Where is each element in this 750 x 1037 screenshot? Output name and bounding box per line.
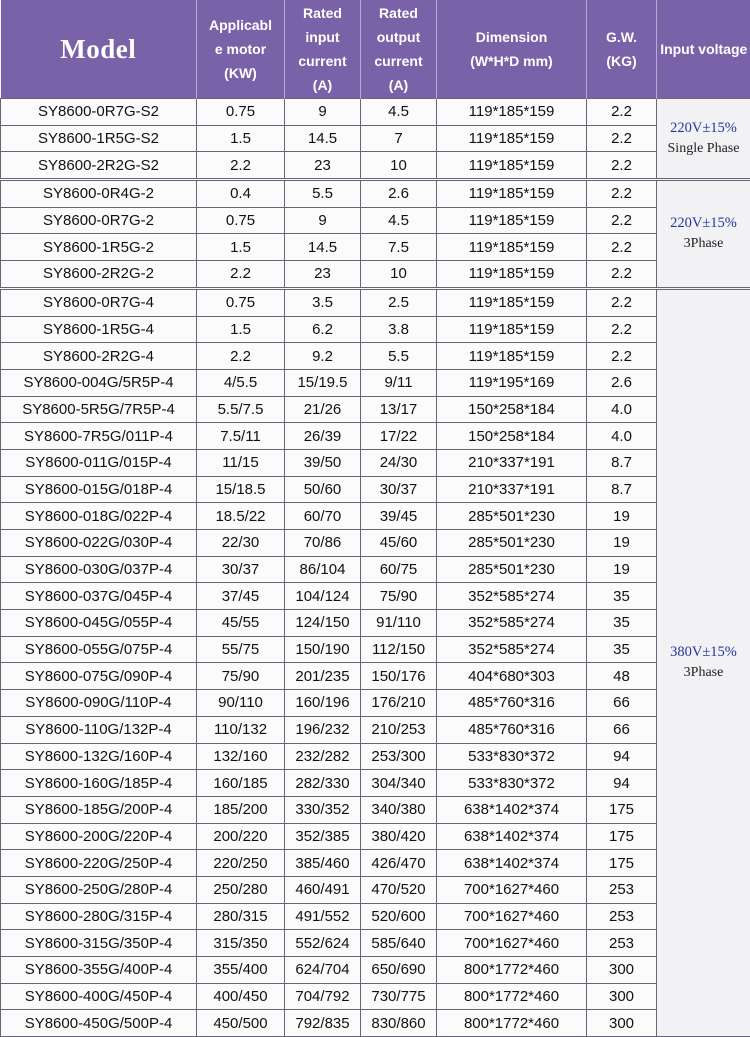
motor-power-cell: 0.75	[197, 99, 285, 126]
motor-power-cell: 0.4	[197, 180, 285, 208]
input-current-cell: 232/282	[285, 743, 361, 770]
output-current-cell: 380/420	[361, 823, 437, 850]
header-input-voltage: Input voltage	[657, 0, 750, 99]
header-dimension-line: Dimension	[437, 25, 586, 49]
input-current-cell: 14.5	[285, 234, 361, 261]
output-current-cell: 9/11	[361, 369, 437, 396]
model-cell: SY8600-185G/200P-4	[1, 796, 197, 823]
output-current-cell: 210/253	[361, 716, 437, 743]
header-output-line: output	[361, 25, 436, 49]
output-current-cell: 150/176	[361, 663, 437, 690]
dimension-cell: 533*830*372	[437, 743, 587, 770]
input-current-cell: 201/235	[285, 663, 361, 690]
model-cell: SY8600-015G/018P-4	[1, 476, 197, 503]
input-current-cell: 23	[285, 152, 361, 180]
dimension-cell: 700*1627*460	[437, 876, 587, 903]
input-current-cell: 282/330	[285, 770, 361, 797]
dimension-cell: 119*185*159	[437, 288, 587, 316]
model-cell: SY8600-355G/400P-4	[1, 957, 197, 984]
header-dimension	[437, 0, 587, 99]
header-motor-line: e motor	[197, 37, 284, 61]
motor-power-cell: 355/400	[197, 957, 285, 984]
table-row	[1, 850, 750, 877]
header-model: Model	[1, 0, 197, 99]
input-current-cell: 552/624	[285, 930, 361, 957]
weight-cell: 35	[587, 610, 657, 637]
motor-power-cell: 110/132	[197, 716, 285, 743]
dimension-cell: 352*585*274	[437, 610, 587, 637]
model-cell: SY8600-2R2G-S2	[1, 152, 197, 180]
weight-cell: 300	[587, 1010, 657, 1037]
table-row	[1, 636, 750, 663]
input-current-cell: 160/196	[285, 690, 361, 717]
weight-cell: 2.2	[587, 316, 657, 343]
motor-power-cell: 4/5.5	[197, 369, 285, 396]
dimension-cell: 533*830*372	[437, 770, 587, 797]
input-current-cell: 385/460	[285, 850, 361, 877]
output-current-cell: 3.8	[361, 316, 437, 343]
model-cell: SY8600-280G/315P-4	[1, 903, 197, 930]
table-row	[1, 396, 750, 423]
model-cell: SY8600-1R5G-S2	[1, 125, 197, 152]
dimension-cell: 119*185*159	[437, 152, 587, 180]
motor-power-cell: 280/315	[197, 903, 285, 930]
input-current-cell: 23	[285, 261, 361, 289]
table-body	[1, 99, 750, 1037]
motor-power-cell: 0.75	[197, 207, 285, 234]
header-output-line: current	[361, 49, 436, 73]
model-cell: SY8600-1R5G-4	[1, 316, 197, 343]
input-current-cell: 86/104	[285, 556, 361, 583]
weight-cell: 8.7	[587, 449, 657, 476]
input-current-cell: 704/792	[285, 983, 361, 1010]
table-row	[1, 583, 750, 610]
table-row	[1, 796, 750, 823]
output-current-cell: 2.5	[361, 288, 437, 316]
motor-power-cell: 90/110	[197, 690, 285, 717]
table-row	[1, 1010, 750, 1037]
dimension-cell: 485*760*316	[437, 690, 587, 717]
motor-power-cell: 0.75	[197, 288, 285, 316]
weight-cell: 2.2	[587, 343, 657, 370]
output-current-cell: 304/340	[361, 770, 437, 797]
dimension-cell: 119*185*159	[437, 207, 587, 234]
weight-cell: 2.2	[587, 207, 657, 234]
motor-power-cell: 185/200	[197, 796, 285, 823]
input-current-cell: 150/190	[285, 636, 361, 663]
output-current-cell: 91/110	[361, 610, 437, 637]
output-current-cell: 39/45	[361, 503, 437, 530]
table-row	[1, 823, 750, 850]
output-current-cell: 24/30	[361, 449, 437, 476]
output-current-cell: 253/300	[361, 743, 437, 770]
motor-power-cell: 30/37	[197, 556, 285, 583]
phase-label: Single Phase	[657, 138, 750, 160]
model-cell: SY8600-075G/090P-4	[1, 663, 197, 690]
dimension-cell: 119*195*169	[437, 369, 587, 396]
motor-power-cell: 7.5/11	[197, 423, 285, 450]
header-motor	[197, 0, 285, 99]
model-cell: SY8600-0R7G-2	[1, 207, 197, 234]
table-row	[1, 449, 750, 476]
motor-power-cell: 37/45	[197, 583, 285, 610]
dimension-cell: 800*1772*460	[437, 1010, 587, 1037]
dimension-cell: 700*1627*460	[437, 930, 587, 957]
weight-cell: 8.7	[587, 476, 657, 503]
table-row	[1, 663, 750, 690]
output-current-cell: 30/37	[361, 476, 437, 503]
model-cell: SY8600-250G/280P-4	[1, 876, 197, 903]
model-cell: SY8600-7R5G/011P-4	[1, 423, 197, 450]
motor-power-cell: 75/90	[197, 663, 285, 690]
table-row	[1, 369, 750, 396]
output-current-cell: 4.5	[361, 99, 437, 126]
output-current-cell: 112/150	[361, 636, 437, 663]
input-current-cell: 21/26	[285, 396, 361, 423]
output-current-cell: 10	[361, 261, 437, 289]
model-cell: SY8600-220G/250P-4	[1, 850, 197, 877]
input-current-cell: 14.5	[285, 125, 361, 152]
motor-power-cell: 1.5	[197, 125, 285, 152]
weight-cell: 2.2	[587, 234, 657, 261]
table-row	[1, 288, 750, 316]
table-row	[1, 125, 750, 152]
table-row	[1, 610, 750, 637]
model-cell: SY8600-018G/022P-4	[1, 503, 197, 530]
model-cell: SY8600-055G/075P-4	[1, 636, 197, 663]
output-current-cell: 13/17	[361, 396, 437, 423]
model-cell: SY8600-004G/5R5P-4	[1, 369, 197, 396]
input-current-cell: 15/19.5	[285, 369, 361, 396]
output-current-cell: 7	[361, 125, 437, 152]
dimension-cell: 285*501*230	[437, 556, 587, 583]
header-gross-weight	[587, 0, 657, 99]
input-current-cell: 9	[285, 99, 361, 126]
input-current-cell: 104/124	[285, 583, 361, 610]
table-row	[1, 716, 750, 743]
dimension-cell: 210*337*191	[437, 476, 587, 503]
dimension-cell: 119*185*159	[437, 180, 587, 208]
motor-power-cell: 1.5	[197, 316, 285, 343]
table-row	[1, 423, 750, 450]
voltage-value: 220V±15%	[657, 213, 750, 233]
header-input-line: current	[285, 49, 360, 73]
motor-power-cell: 250/280	[197, 876, 285, 903]
dimension-cell: 119*185*159	[437, 234, 587, 261]
table-row	[1, 930, 750, 957]
table-row	[1, 343, 750, 370]
weight-cell: 2.2	[587, 180, 657, 208]
header-input-current	[285, 0, 361, 99]
voltage-value: 220V±15%	[657, 118, 750, 138]
dimension-cell: 800*1772*460	[437, 957, 587, 984]
input-current-cell: 491/552	[285, 903, 361, 930]
header-gw-line: G.W.	[587, 25, 656, 49]
output-current-cell: 340/380	[361, 796, 437, 823]
table-row	[1, 234, 750, 261]
table-row	[1, 903, 750, 930]
weight-cell: 2.2	[587, 99, 657, 126]
input-current-cell: 3.5	[285, 288, 361, 316]
output-current-cell: 5.5	[361, 343, 437, 370]
input-current-cell: 26/39	[285, 423, 361, 450]
model-cell: SY8600-400G/450P-4	[1, 983, 197, 1010]
dimension-cell: 404*680*303	[437, 663, 587, 690]
table-row	[1, 207, 750, 234]
table-row	[1, 99, 750, 126]
motor-power-cell: 22/30	[197, 530, 285, 557]
weight-cell: 94	[587, 743, 657, 770]
dimension-cell: 119*185*159	[437, 261, 587, 289]
dimension-cell: 119*185*159	[437, 316, 587, 343]
input-current-cell: 352/385	[285, 823, 361, 850]
model-cell: SY8600-030G/037P-4	[1, 556, 197, 583]
weight-cell: 35	[587, 636, 657, 663]
model-cell: SY8600-160G/185P-4	[1, 770, 197, 797]
input-current-cell: 792/835	[285, 1010, 361, 1037]
input-current-cell: 9.2	[285, 343, 361, 370]
weight-cell: 253	[587, 876, 657, 903]
header-input-line: (A)	[285, 73, 360, 97]
weight-cell: 253	[587, 930, 657, 957]
model-cell: SY8600-011G/015P-4	[1, 449, 197, 476]
output-current-cell: 4.5	[361, 207, 437, 234]
table-row	[1, 261, 750, 289]
voltage-value: 380V±15%	[657, 642, 750, 662]
table-row	[1, 957, 750, 984]
dimension-cell: 210*337*191	[437, 449, 587, 476]
motor-power-cell: 450/500	[197, 1010, 285, 1037]
input-current-cell: 460/491	[285, 876, 361, 903]
motor-power-cell: 18.5/22	[197, 503, 285, 530]
output-current-cell: 17/22	[361, 423, 437, 450]
table-row	[1, 876, 750, 903]
dimension-cell: 485*760*316	[437, 716, 587, 743]
output-current-cell: 470/520	[361, 876, 437, 903]
weight-cell: 175	[587, 850, 657, 877]
header-output-current	[361, 0, 437, 99]
model-cell: SY8600-090G/110P-4	[1, 690, 197, 717]
model-cell: SY8600-5R5G/7R5P-4	[1, 396, 197, 423]
dimension-cell: 352*585*274	[437, 636, 587, 663]
model-cell: SY8600-200G/220P-4	[1, 823, 197, 850]
table-row	[1, 530, 750, 557]
output-current-cell: 7.5	[361, 234, 437, 261]
dimension-cell: 638*1402*374	[437, 850, 587, 877]
dimension-cell: 285*501*230	[437, 503, 587, 530]
table-row	[1, 743, 750, 770]
input-current-cell: 50/60	[285, 476, 361, 503]
model-cell: SY8600-1R5G-2	[1, 234, 197, 261]
input-voltage-cell	[657, 288, 750, 1036]
weight-cell: 19	[587, 503, 657, 530]
header-gw-line: (KG)	[587, 49, 656, 73]
weight-cell: 175	[587, 796, 657, 823]
output-current-cell: 60/75	[361, 556, 437, 583]
motor-power-cell: 132/160	[197, 743, 285, 770]
dimension-cell: 150*258*184	[437, 423, 587, 450]
model-cell: SY8600-0R7G-4	[1, 288, 197, 316]
output-current-cell: 10	[361, 152, 437, 180]
header-input-line: Rated	[285, 1, 360, 25]
input-current-cell: 330/352	[285, 796, 361, 823]
dimension-cell: 638*1402*374	[437, 823, 587, 850]
motor-power-cell: 45/55	[197, 610, 285, 637]
output-current-cell: 650/690	[361, 957, 437, 984]
motor-power-cell: 1.5	[197, 234, 285, 261]
output-current-cell: 75/90	[361, 583, 437, 610]
weight-cell: 175	[587, 823, 657, 850]
motor-power-cell: 2.2	[197, 152, 285, 180]
weight-cell: 2.2	[587, 125, 657, 152]
table-row	[1, 503, 750, 530]
model-cell: SY8600-450G/500P-4	[1, 1010, 197, 1037]
weight-cell: 2.6	[587, 369, 657, 396]
input-current-cell: 9	[285, 207, 361, 234]
header-dimension-line: (W*H*D mm)	[437, 49, 586, 73]
input-voltage-cell	[657, 99, 750, 180]
input-current-cell: 70/86	[285, 530, 361, 557]
header-motor-line: Applicabl	[197, 13, 284, 37]
motor-power-cell: 200/220	[197, 823, 285, 850]
phase-label: 3Phase	[657, 662, 750, 684]
input-current-cell: 5.5	[285, 180, 361, 208]
motor-power-cell: 160/185	[197, 770, 285, 797]
input-voltage-cell	[657, 180, 750, 289]
model-cell: SY8600-0R4G-2	[1, 180, 197, 208]
table-row	[1, 770, 750, 797]
output-current-cell: 2.6	[361, 180, 437, 208]
motor-power-cell: 15/18.5	[197, 476, 285, 503]
output-current-cell: 45/60	[361, 530, 437, 557]
table-row	[1, 152, 750, 180]
weight-cell: 2.2	[587, 288, 657, 316]
model-cell: SY8600-315G/350P-4	[1, 930, 197, 957]
header-output-line: (A)	[361, 73, 436, 97]
model-cell: SY8600-037G/045P-4	[1, 583, 197, 610]
output-current-cell: 830/860	[361, 1010, 437, 1037]
weight-cell: 4.0	[587, 423, 657, 450]
header-input-line: input	[285, 25, 360, 49]
weight-cell: 19	[587, 530, 657, 557]
weight-cell: 300	[587, 983, 657, 1010]
dimension-cell: 638*1402*374	[437, 796, 587, 823]
header-row	[1, 0, 750, 99]
model-cell: SY8600-2R2G-2	[1, 261, 197, 289]
dimension-cell: 119*185*159	[437, 125, 587, 152]
motor-power-cell: 315/350	[197, 930, 285, 957]
dimension-cell: 119*185*159	[437, 99, 587, 126]
weight-cell: 2.2	[587, 261, 657, 289]
weight-cell: 66	[587, 690, 657, 717]
model-cell: SY8600-2R2G-4	[1, 343, 197, 370]
dimension-cell: 150*258*184	[437, 396, 587, 423]
header-motor-line: (KW)	[197, 61, 284, 85]
motor-power-cell: 2.2	[197, 343, 285, 370]
motor-power-cell: 11/15	[197, 449, 285, 476]
table-row	[1, 983, 750, 1010]
model-cell: SY8600-022G/030P-4	[1, 530, 197, 557]
dimension-cell: 119*185*159	[437, 343, 587, 370]
header-output-line: Rated	[361, 1, 436, 25]
input-current-cell: 624/704	[285, 957, 361, 984]
table-row	[1, 556, 750, 583]
model-cell: SY8600-045G/055P-4	[1, 610, 197, 637]
input-current-cell: 39/50	[285, 449, 361, 476]
weight-cell: 19	[587, 556, 657, 583]
dimension-cell: 352*585*274	[437, 583, 587, 610]
output-current-cell: 520/600	[361, 903, 437, 930]
output-current-cell: 585/640	[361, 930, 437, 957]
output-current-cell: 730/775	[361, 983, 437, 1010]
motor-power-cell: 55/75	[197, 636, 285, 663]
motor-power-cell: 400/450	[197, 983, 285, 1010]
input-current-cell: 6.2	[285, 316, 361, 343]
weight-cell: 35	[587, 583, 657, 610]
table-row	[1, 316, 750, 343]
weight-cell: 300	[587, 957, 657, 984]
motor-power-cell: 220/250	[197, 850, 285, 877]
input-current-cell: 60/70	[285, 503, 361, 530]
dimension-cell: 285*501*230	[437, 530, 587, 557]
weight-cell: 2.2	[587, 152, 657, 180]
weight-cell: 48	[587, 663, 657, 690]
model-cell: SY8600-110G/132P-4	[1, 716, 197, 743]
phase-label: 3Phase	[657, 233, 750, 255]
input-current-cell: 124/150	[285, 610, 361, 637]
table-row	[1, 690, 750, 717]
weight-cell: 66	[587, 716, 657, 743]
output-current-cell: 426/470	[361, 850, 437, 877]
weight-cell: 94	[587, 770, 657, 797]
input-current-cell: 196/232	[285, 716, 361, 743]
weight-cell: 253	[587, 903, 657, 930]
model-cell: SY8600-132G/160P-4	[1, 743, 197, 770]
output-current-cell: 176/210	[361, 690, 437, 717]
motor-power-cell: 5.5/7.5	[197, 396, 285, 423]
model-cell: SY8600-0R7G-S2	[1, 99, 197, 126]
weight-cell: 4.0	[587, 396, 657, 423]
dimension-cell: 700*1627*460	[437, 903, 587, 930]
motor-power-cell: 2.2	[197, 261, 285, 289]
table-row	[1, 180, 750, 208]
dimension-cell: 800*1772*460	[437, 983, 587, 1010]
table-row	[1, 476, 750, 503]
